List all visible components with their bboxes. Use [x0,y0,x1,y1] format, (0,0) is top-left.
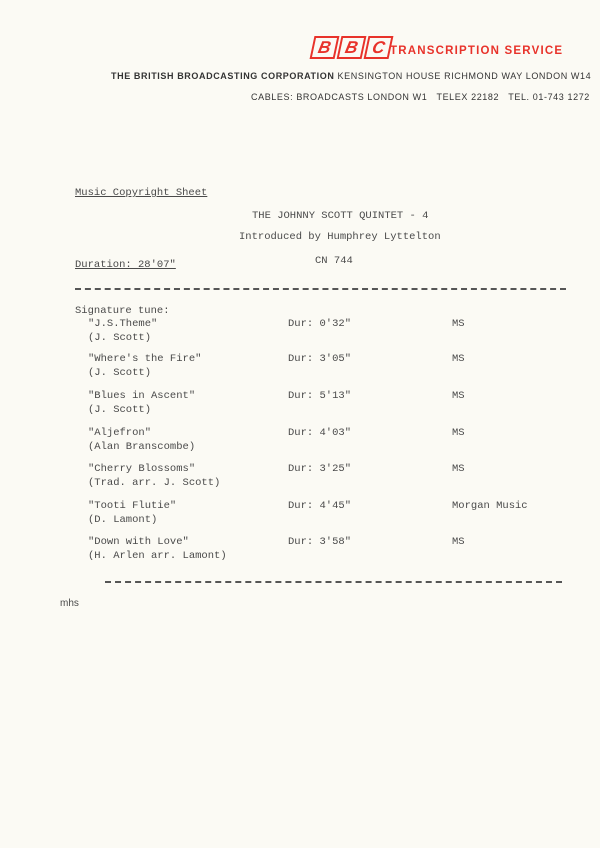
item-duration: Dur: 3'25" [288,463,352,475]
address: KENSINGTON HOUSE RICHMOND WAY LONDON W14 [337,71,592,81]
item-composer: (J. Scott) [88,332,152,344]
contact-line: CABLES: BROADCASTS LONDON W1 TELEX 22182 TEL. 01-743 1272 [251,92,590,102]
item-title: "Blues in Ascent" [88,390,196,402]
service-name: TRANSCRIPTION SERVICE [390,45,564,57]
programme-title: THE JOHNNY SCOTT QUINTET - 4 [252,210,429,222]
item-title: "Where's the Fire" [88,353,202,365]
item-composer: (D. Lamont) [88,514,158,526]
corporation-name: THE BRITISH BROADCASTING CORPORATION [111,71,335,81]
item-composer: (H. Arlen arr. Lamont) [88,550,227,562]
item-duration: Dur: 3'58" [288,536,352,548]
item-publisher: MS [452,318,465,330]
logo-letter: B [310,36,340,59]
item-title: "Cherry Blossoms" [88,463,196,475]
logo-letter: B [337,36,367,59]
item-publisher: MS [452,390,465,402]
bbc-logo [312,36,391,59]
item-composer: (Trad. arr. J. Scott) [88,477,221,489]
item-publisher: MS [452,427,465,439]
item-duration: Dur: 0'32" [288,318,352,330]
item-title: "Aljefron" [88,427,152,439]
item-composer: (Alan Branscombe) [88,441,196,453]
address-line [111,71,591,81]
item-composer: (J. Scott) [88,367,152,379]
total-duration: Duration: 28'07" [75,259,176,271]
logo-letter: C [364,36,394,59]
item-composer: (J. Scott) [88,404,152,416]
divider [105,581,562,583]
item-title: "Down with Love" [88,536,189,548]
item-duration: Dur: 5'13" [288,390,352,402]
item-publisher: MS [452,353,465,365]
item-publisher: MS [452,536,465,548]
divider [75,288,566,290]
presenter: Introduced by Humphrey Lyttelton [239,231,441,243]
signature-label: Signature tune: [75,305,170,317]
sheet-heading: Music Copyright Sheet [75,187,208,199]
programme-code: CN 744 [315,255,353,267]
item-duration: Dur: 3'05" [288,353,352,365]
item-title: "Tooti Flutie" [88,500,177,512]
item-duration: Dur: 4'03" [288,427,352,439]
item-publisher: Morgan Music [452,500,528,512]
item-publisher: MS [452,463,465,475]
typist-initials: mhs [60,598,79,609]
item-title: "J.S.Theme" [88,318,158,330]
item-duration: Dur: 4'45" [288,500,352,512]
